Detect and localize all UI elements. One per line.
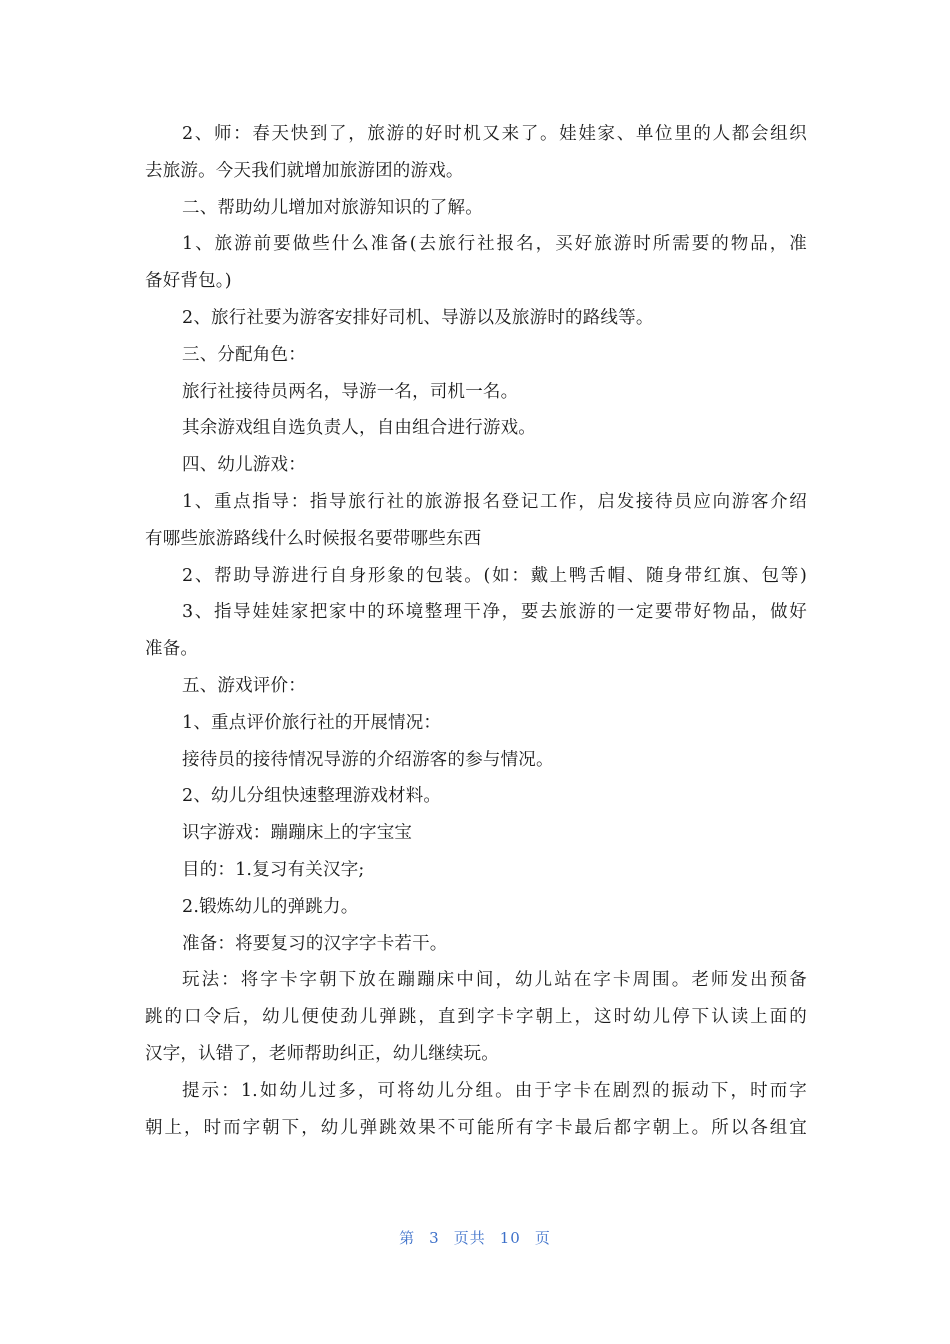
paragraph-line: 其余游戏组自选负责人，自由组合进行游戏。 (182, 418, 536, 439)
paragraph-line: 1、旅游前要做些什么准备(去旅行社报名，买好旅游时所需要的物品，准 (182, 234, 807, 255)
paragraph-line: 有哪些旅游路线什么时候报名要带哪些东西 (145, 528, 482, 549)
footer-suffix: 页 (534, 1229, 551, 1247)
paragraph-line: 目的：1.复习有关汉字; (182, 859, 365, 880)
paragraph-line: 2.锻炼幼儿的弹跳力。 (182, 896, 359, 917)
paragraph-line: 2、幼儿分组快速整理游戏材料。 (182, 786, 442, 807)
paragraph-line: 2、帮助导游进行自身形象的包装。(如：戴上鸭舌帽、随身带红旗、包等) (182, 565, 807, 586)
footer-total-pages: 10 (499, 1229, 521, 1247)
section-heading: 三、分配角色： (182, 344, 306, 365)
footer-prefix: 第 (399, 1229, 416, 1247)
paragraph-line: 2、旅行社要为游客安排好司机、导游以及旅游时的路线等。 (182, 307, 654, 328)
section-heading: 四、幼儿游戏： (182, 455, 306, 476)
paragraph-line: 1、重点评价旅行社的开展情况： (182, 712, 442, 733)
paragraph-line: 去旅游。今天我们就增加旅游团的游戏。 (145, 160, 464, 181)
page-footer (0, 1227, 950, 1248)
paragraph-line: 备好背包。) (145, 271, 232, 292)
paragraph-line: 3、指导娃娃家把家中的环境整理干净，要去旅游的一定要带好物品，做好 (182, 602, 807, 623)
footer-current-page: 3 (429, 1229, 440, 1247)
section-heading: 识字游戏：蹦蹦床上的字宝宝 (182, 823, 413, 844)
paragraph-line: 2、师：春天快到了，旅游的好时机又来了。娃娃家、单位里的人都会组织 (182, 124, 807, 144)
paragraph-line: 提示：1.如幼儿过多，可将幼儿分组。由于字卡在剧烈的振动下，时而字 (182, 1080, 807, 1101)
paragraph-line: 准备。 (145, 639, 199, 660)
section-heading: 五、游戏评价： (182, 675, 306, 696)
paragraph-line: 朝上，时而字朝下，幼儿弹跳效果不可能所有字卡最后都字朝上。所以各组宜 (145, 1117, 807, 1138)
paragraph-line: 汉字，认错了，老师帮助纠正，幼儿继续玩。 (145, 1043, 499, 1064)
paragraph-line: 旅行社接待员两名，导游一名，司机一名。 (182, 381, 519, 402)
paragraph-line: 接待员的接待情况导游的介绍游客的参与情况。 (182, 749, 554, 770)
footer-middle: 页共 (453, 1229, 486, 1247)
paragraph-line: 跳的口令后，幼儿便使劲儿弹跳，直到字卡字朝上，这时幼儿停下认读上面的 (145, 1007, 807, 1028)
paragraph-line: 玩法：将字卡字朝下放在蹦蹦床中间，幼儿站在字卡周围。老师发出预备 (182, 970, 807, 991)
document-body (145, 116, 807, 1146)
paragraph-line: 1、重点指导：指导旅行社的旅游报名登记工作，启发接待员应向游客介绍 (182, 491, 807, 512)
paragraph-line: 准备：将要复习的汉字字卡若干。 (182, 933, 448, 954)
section-heading: 二、帮助幼儿增加对旅游知识的了解。 (182, 197, 483, 218)
